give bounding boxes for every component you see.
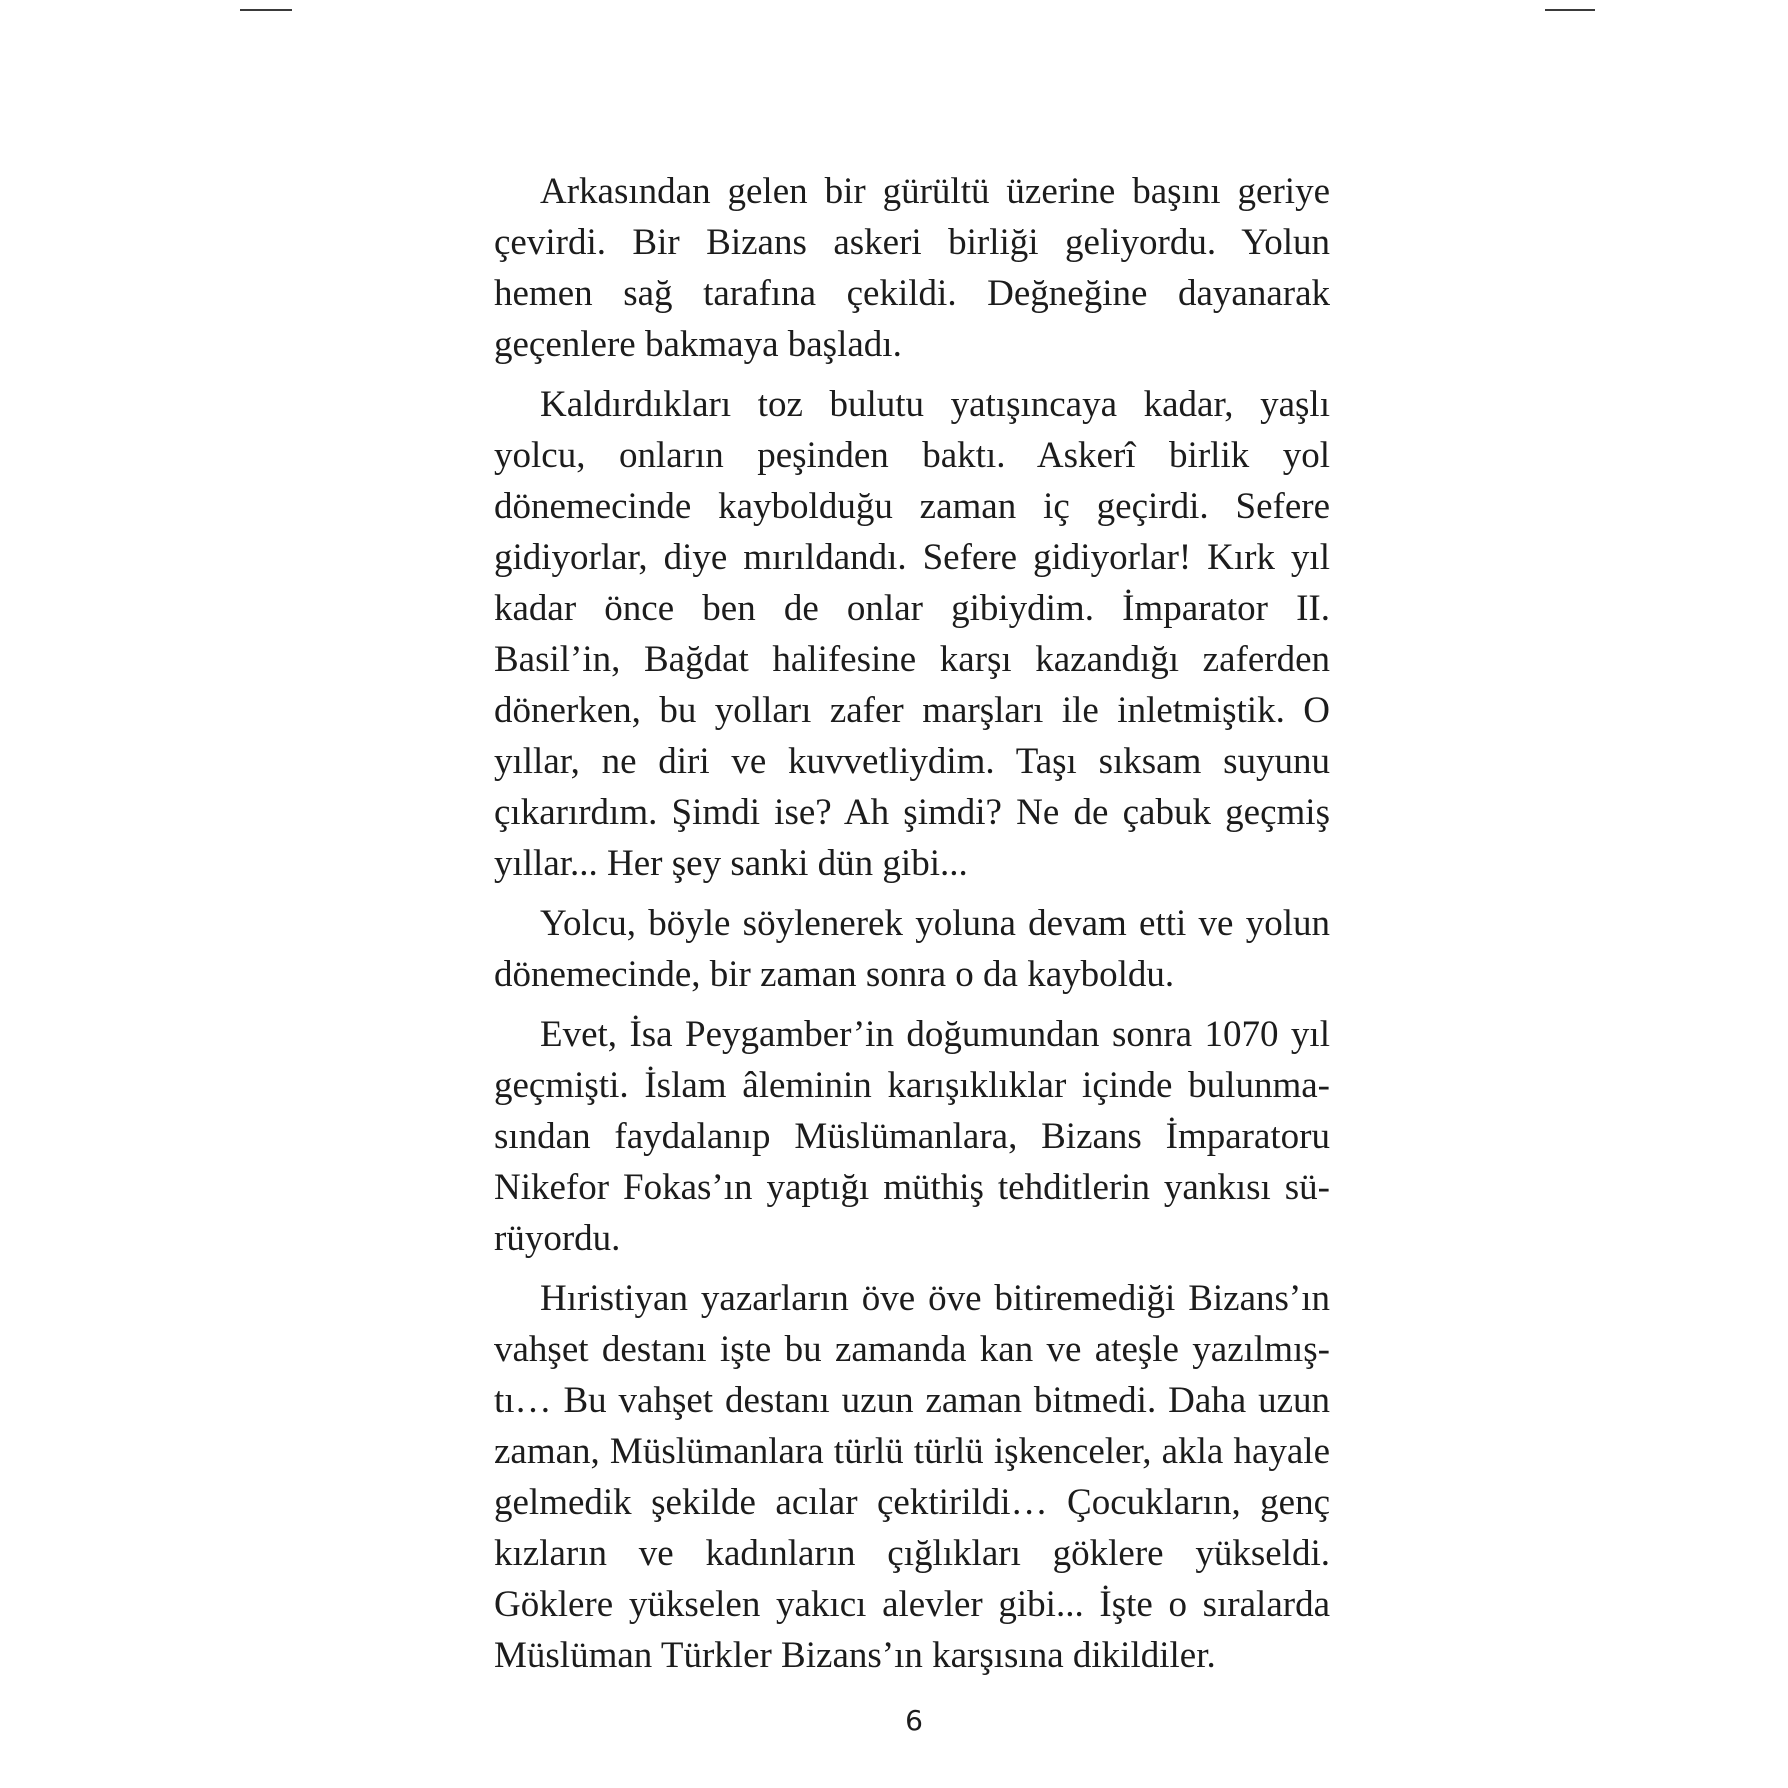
paragraph: Arkasından gelen bir gürültü üzerine başını geriye çevirdi. Bir Bizans askeri birliği geliyordu. Yolun hemen sağ tarafına çekildi. Değneğine dayanarak geçenlere bakmaya başladı.	[494, 171, 1330, 365]
paragraph: Yolcu, böyle söylenerek yoluna devam etti ve yolun dönemecinde, bir zaman sonra o da kayboldu.	[494, 903, 1330, 995]
page-number: 6	[905, 1704, 923, 1737]
paragraph: Kaldırdıkları toz bulutu yatışıncaya kadar, yaşlı yolcu, onların peşinden baktı. Askerî birlik yol dönemecinde kaybolduğu zaman iç geçirdi. Sefere gidiyorlar, diye mırıldandı. Sefere gidiyorlar! Kırk yıl kadar önce ben de onlar gibiydim. İmparator II. Basil’in, Bağdat halifesine karşı kazandığı zaferden dönerken, bu yolları zafer marşları ile inletmiştik. O yıllar, ne diri ve kuvvetliydim. Taşı sıksam suyunu çıkarırdım. Şimdi ise? Ah şimdi? Ne de çabuk geçmiş yıllar... Her şey sanki dün gibi...	[494, 384, 1330, 884]
paragraph: Evet, İsa Peygamber’in doğumundan sonra 1070 yıl geçmişti. İslam âleminin karışıklıklar içinde bulunmasından faydalanıp Müslümanlara, Bizans İmparatoru Nikefor Fokas’ın yaptığı müthiş tehditlerin yankısı sürüyordu.	[494, 1014, 1330, 1259]
body-text	[494, 166, 1330, 1681]
paragraph: Hıristiyan yazarların öve öve bitiremediği Bizans’ın vahşet destanı işte bu zamanda kan ve ateşle yazılmıştı… Bu vahşet destanı uzun zaman bitmedi. Daha uzun zaman, Müslümanlara türlü türlü işkenceler, akla hayale gelmedik şekilde acılar çektirildi… Çocukların, genç kızların ve kadınların çığlıkları göklere yükseldi. Göklere yükselen yakıcı alevler gibi... İşte o sıralarda Müslüman Türkler Bizans’ın karşısına dikildiler.	[494, 1278, 1330, 1676]
crop-mark-right	[1545, 9, 1595, 11]
crop-mark-left	[240, 9, 292, 11]
